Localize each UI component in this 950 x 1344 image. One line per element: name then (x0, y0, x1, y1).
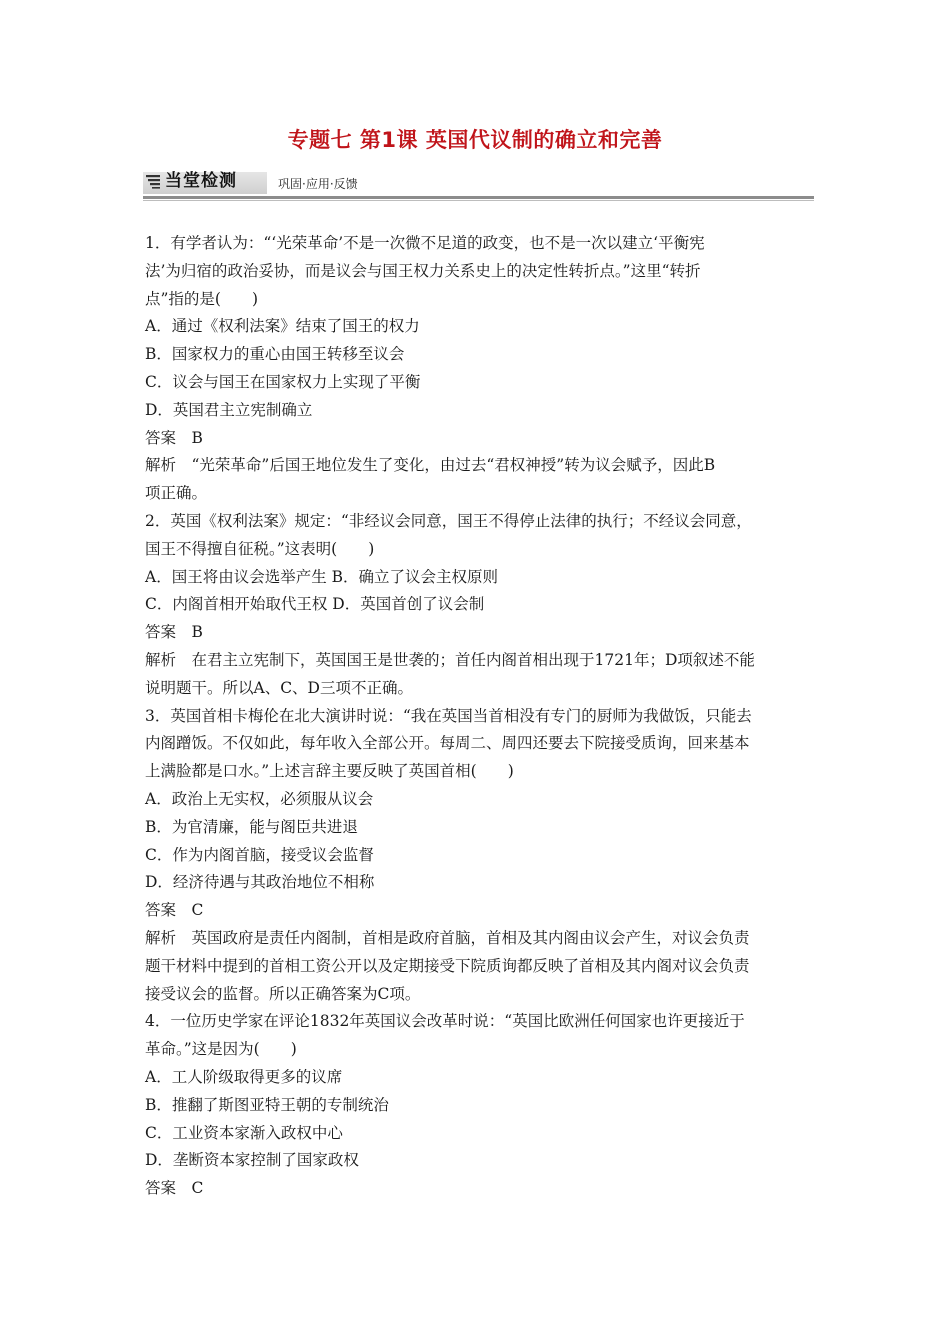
section-subtitle: 巩固·应用·反馈 (278, 177, 358, 191)
option-line: C．议会与国王在国家权力上实现了平衡 (145, 372, 421, 391)
option-line: B．为官清廉，能与阁臣共进退 (145, 817, 358, 836)
text-line: 法’为归宿的政治妥协，而是议会与国王权力关系史上的决定性转折点。”这里“转折 (145, 261, 701, 280)
text-line: 革命。”这是因为( ) (145, 1040, 297, 1059)
section-divider-thin (143, 200, 814, 201)
text-line: 3．英国首相卡梅伦在北大演讲时说：“我在英国当首相没有专门的厨师为我做饭，只能去 (145, 706, 752, 725)
answer-line: 答案 B (145, 428, 203, 447)
option-line: C．作为内阁首脑，接受议会监督 (145, 845, 374, 864)
answer-line: 答案 C (145, 1179, 204, 1198)
option-line: D．经济待遇与其政治地位不相称 (145, 873, 375, 892)
analysis-line: 解析 “光荣革命”后国王地位发生了变化，由过去“君权神授”转为议会赋予，因此B (145, 456, 716, 475)
option-line: B．国家权力的重心由国王转移至议会 (145, 345, 405, 364)
option-line: C．工业资本家渐入政权中心 (145, 1123, 343, 1142)
text-line: 点”指的是( ) (145, 289, 259, 308)
text-line: 4．一位历史学家在评论1832年英国议会改革时说：“英国比欧洲任何国家也许更接近于 (145, 1012, 745, 1031)
option-line: D．垄断资本家控制了国家政权 (145, 1151, 359, 1170)
page-title: 专题七 第1课 英国代议制的确立和完善 (287, 128, 663, 152)
option-line: B．推翻了斯图亚特王朝的专制统治 (145, 1095, 389, 1114)
analysis-line: 项正确。 (145, 484, 208, 503)
option-line: A．国王将由议会选举产生 B．确立了议会主权原则 (145, 567, 499, 586)
section-divider (143, 196, 814, 199)
answer-line: 答案 C (145, 901, 204, 920)
option-line: A．政治上无实权，必须服从议会 (145, 789, 374, 808)
option-line: C．内阁首相开始取代王权 D．英国首创了议会制 (145, 595, 485, 614)
text-line: 国王不得擅自征税。”这表明( ) (145, 539, 375, 558)
answer-line: 答案 B (145, 623, 203, 642)
analysis-line: 解析 在君主立宪制下，英国国王是世袭的；首任内阁首相出现于1721年；D项叙述不能 (145, 650, 755, 669)
stripe-icon (145, 173, 161, 189)
option-line: A．通过《权利法案》结束了国王的权力 (145, 317, 420, 336)
question-content (145, 230, 813, 1203)
text-line: 上满脸都是口水。”上述言辞主要反映了英国首相( ) (145, 762, 514, 781)
text-line: 1．有学者认为：“‘光荣革命’不是一次微不足道的政变，也不是一次以建立‘平衡宪 (145, 234, 705, 252)
option-line: A．工人阶级取得更多的议席 (145, 1067, 343, 1086)
analysis-line: 解析 英国政府是责任内阁制，首相是政府首脑，首相及其内阁由议会产生，对议会负责 (145, 928, 750, 947)
analysis-line: 接受议会的监督。所以正确答案为C项。 (145, 984, 421, 1003)
analysis-line: 说明题干。所以A、C、D三项不正确。 (145, 678, 413, 697)
section-header (143, 170, 814, 200)
section-title: 当堂检测 (165, 171, 237, 191)
analysis-line: 题干材料中提到的首相工资公开以及定期接受下院质询都反映了首相及其内阁对议会负责 (145, 956, 750, 975)
text-line: 2．英国《权利法案》规定：“非经议会同意，国王不得停止法律的执行；不经议会同意， (145, 511, 752, 530)
text-line: 内阁蹭饭。不仅如此，每年收入全部公开。每周二、周四还要去下院接受质询，回来基本 (145, 734, 750, 753)
option-line: D．英国君主立宪制确立 (145, 400, 313, 419)
